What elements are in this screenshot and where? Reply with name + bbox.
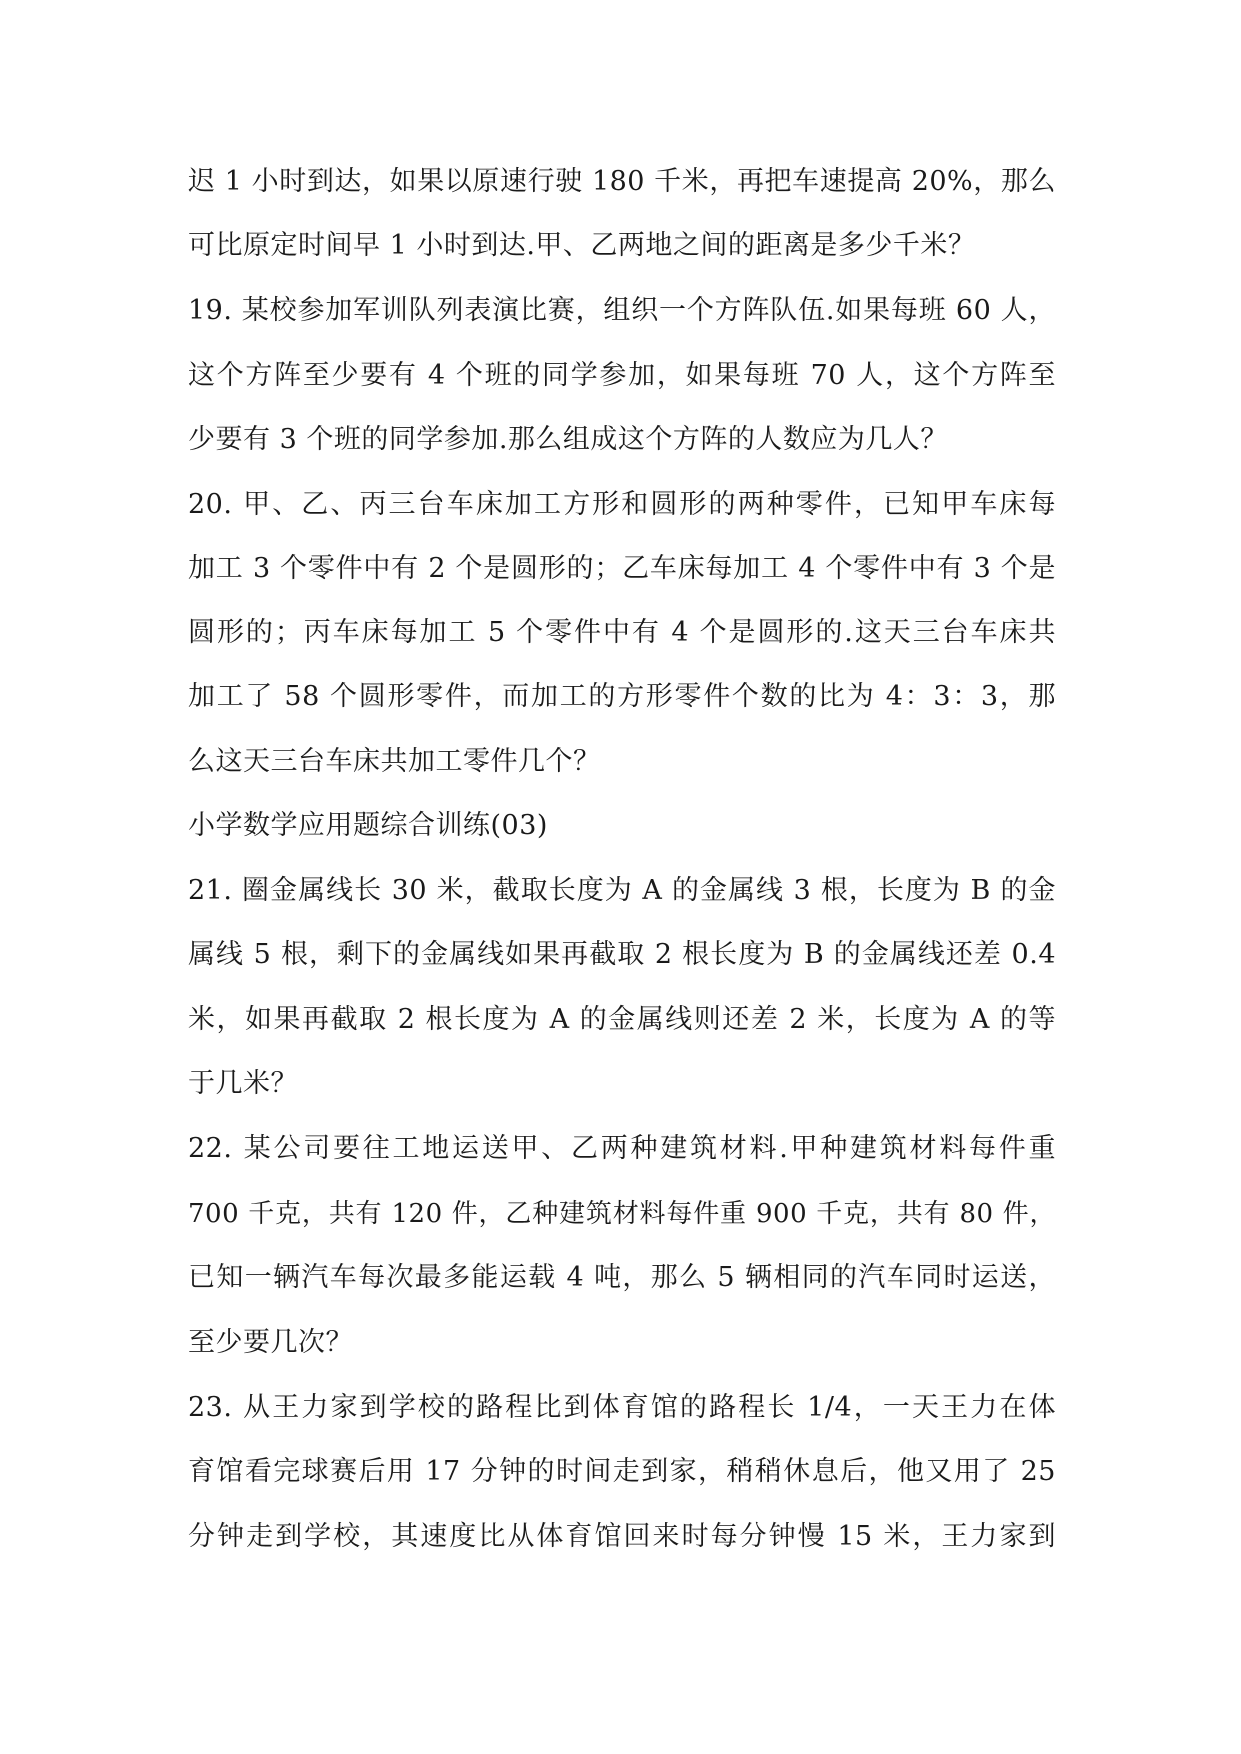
text-line: 么这天三台车床共加工零件几个？	[188, 746, 601, 777]
text-line: 加工了 58 个圆形零件，而加工的方形零件个数的比为 4：3：3，那	[188, 681, 1056, 712]
text-line: 这个方阵至少要有 4 个班的同学参加，如果每班 70 人，这个方阵至	[188, 360, 1056, 391]
text-line: 700 千克，共有 120 件，乙种建筑材料每件重 900 千克，共有 80 件，	[188, 1199, 1056, 1229]
text-line: 育馆看完球赛后用 17 分钟的时间走到家，稍稍休息后，他又用了 25	[188, 1456, 1056, 1487]
question-21-line: 21. 圈金属线长 30 米，截取长度为 A 的金属线 3 根，长度为 B 的金	[188, 875, 1056, 906]
text-line: 属线 5 根，剩下的金属线如果再截取 2 根长度为 B 的金属线还差 0.4	[188, 939, 1056, 970]
text-line: 至少要几次？	[188, 1327, 353, 1358]
text-line: 加工 3 个零件中有 2 个是圆形的；乙车床每加工 4 个零件中有 3 个是	[188, 553, 1056, 584]
text-line: 圆形的；丙车床每加工 5 个零件中有 4 个是圆形的.这天三台车床共	[188, 617, 1056, 648]
text-line: 已知一辆汽车每次最多能运载 4 吨，那么 5 辆相同的汽车同时运送，	[188, 1262, 1056, 1293]
question-20-line: 20. 甲、乙、丙三台车床加工方形和圆形的两种零件，已知甲车床每	[188, 489, 1056, 520]
text-line: 于几米？	[188, 1068, 298, 1099]
text-line: 少要有 3 个班的同学参加.那么组成这个方阵的人数应为几人？	[188, 424, 948, 455]
text-line: 分钟走到学校，其速度比从体育馆回来时每分钟慢 15 米，王力家到	[188, 1521, 1056, 1552]
question-19-line: 19. 某校参加军训队列表演比赛，组织一个方阵队伍.如果每班 60 人，	[188, 295, 1056, 326]
question-23-line: 23. 从王力家到学校的路程比到体育馆的路程长 1/4，一天王力在体	[188, 1392, 1056, 1423]
text-line: 迟 1 小时到达，如果以原速行驶 180 千米，再把车速提高 20%，那么	[188, 166, 1056, 197]
text-line: 可比原定时间早 1 小时到达.甲、乙两地之间的距离是多少千米？	[188, 230, 976, 261]
text-line: 米，如果再截取 2 根长度为 A 的金属线则还差 2 米，长度为 A 的等	[188, 1004, 1056, 1035]
question-22-line: 22. 某公司要往工地运送甲、乙两种建筑材料.甲种建筑材料每件重	[188, 1133, 1056, 1164]
section-heading: 小学数学应用题综合训练(03)	[188, 810, 548, 841]
